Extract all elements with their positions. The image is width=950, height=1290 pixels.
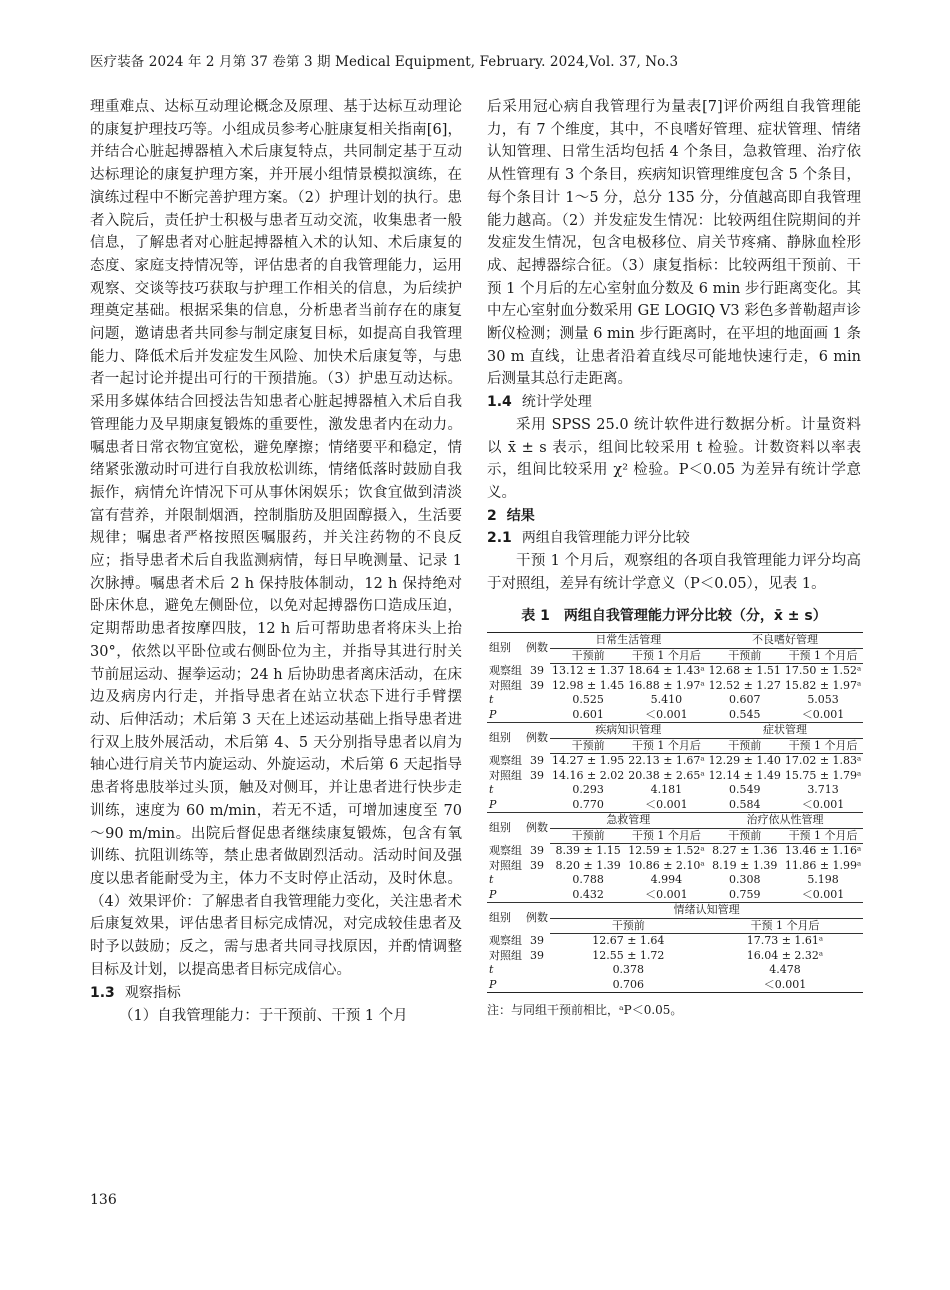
subheader-before: 干预前 — [550, 828, 626, 844]
table-cell: 14.27 ± 1.95 — [552, 754, 625, 768]
dimension-header: 情绪认知管理 — [550, 903, 863, 919]
table-cell: 0.759 — [728, 887, 761, 901]
section-number: 1.4 — [487, 394, 512, 411]
section-title: 两组自我管理能力评分比较 — [521, 530, 690, 547]
dimension-header: 症状管理 — [707, 723, 864, 739]
table-cell: 12.29 ± 1.40 — [708, 754, 781, 768]
table-cell: 13.46 ± 1.16ᵃ — [784, 844, 862, 858]
results-paragraph: 干预 1 个月后，观察组的各项自我管理能力评分均高于对照组，差异有统计学意义（P＜0.05），见表 1。 — [487, 553, 861, 592]
table-row — [487, 978, 863, 993]
col-group-header: 组别 — [487, 723, 524, 754]
table-cell: 5.198 — [807, 873, 839, 887]
table-cell: t — [489, 783, 494, 797]
table-cell: 12.52 ± 1.27 — [708, 678, 781, 692]
table-cell: 16.88 ± 1.97ᵃ — [628, 678, 705, 692]
table-cell — [524, 888, 550, 903]
table-cell: 12.68 ± 1.51 — [708, 664, 781, 678]
table-cell: 观察组 — [489, 663, 522, 677]
subheader-after: 干预 1 个月后 — [783, 738, 863, 754]
dimension-header: 急救管理 — [550, 813, 707, 829]
table-row — [487, 708, 863, 723]
right-column — [487, 96, 861, 1022]
table-cell: 8.20 ± 1.39 — [555, 858, 621, 872]
table-cell: 18.64 ± 1.43ᵃ — [628, 664, 705, 678]
table-cell: 0.549 — [728, 783, 761, 797]
table-cell: 12.67 ± 1.64 — [592, 934, 665, 948]
left-column — [90, 96, 462, 1028]
table-cell: 5.053 — [807, 693, 839, 707]
section-number: 1.3 — [90, 985, 115, 1002]
table-cell: 39 — [530, 948, 544, 962]
subheader-before: 干预前 — [550, 738, 626, 754]
table-cell: 0.378 — [612, 963, 645, 977]
table-caption: 表 1 两组自我管理能力评分比较（分，x̄ ± s） — [521, 608, 827, 625]
table-row — [487, 934, 863, 949]
col-n-header: 例数 — [524, 903, 550, 934]
table-cell: 15.75 ± 1.79ᵃ — [784, 768, 862, 782]
col-group-header: 组别 — [487, 903, 524, 934]
table-header-row — [487, 903, 863, 919]
table-cell — [524, 783, 550, 798]
table-cell: 17.50 ± 1.52ᵃ — [784, 664, 862, 678]
table-cell: ＜0.001 — [645, 887, 688, 901]
section-number: 2.1 — [487, 530, 512, 547]
table-cell: 对照组 — [489, 948, 522, 962]
table-header-row — [487, 813, 863, 829]
table-cell — [524, 963, 550, 978]
section-2-heading — [487, 505, 861, 528]
table-cell: 对照组 — [489, 858, 522, 872]
table-cell: ＜0.001 — [801, 887, 845, 901]
section-2-1-heading — [487, 527, 861, 550]
table-cell: P — [489, 887, 497, 901]
subheader-before: 干预前 — [707, 648, 783, 664]
table-row — [487, 769, 863, 784]
table-cell: 5.410 — [650, 693, 683, 707]
table-cell: 22.13 ± 1.67ᵃ — [628, 754, 705, 768]
table-cell: 0.525 — [572, 693, 604, 707]
table-row — [487, 873, 863, 888]
col-n-header: 例数 — [524, 633, 550, 664]
table-cell: 0.788 — [572, 873, 604, 887]
table-row — [487, 844, 863, 859]
table-cell: 12.98 ± 1.45 — [552, 678, 625, 692]
section-number: 2 — [487, 507, 497, 524]
table-cell: 0.706 — [550, 978, 707, 993]
table-cell: 观察组 — [489, 753, 522, 767]
table-cell: t — [489, 693, 494, 707]
col-n-header: 例数 — [524, 813, 550, 844]
table-row — [487, 679, 863, 694]
table-cell: P — [489, 707, 497, 721]
section-title: 结果 — [506, 507, 535, 524]
table-row — [487, 693, 863, 708]
table-row — [487, 664, 863, 679]
table-cell: P — [487, 978, 524, 993]
subheader-after: 干预 1 个月后 — [783, 648, 863, 664]
table-cell: 20.38 ± 2.65ᵃ — [628, 768, 705, 782]
table-row — [487, 888, 863, 903]
section-title: 统计学处理 — [521, 394, 592, 411]
observation-paragraph-continued: 后采用冠心病自我管理行为量表[7]评价两组自我管理能力，有 7 个维度，其中，不良嗜好管理、症状管理、情绪认知管理、日常生活均包括 4 个条目，急救管理、治疗依从性管理有 3 个条目，疾病知识管理维度包含 5 个条目，每个条目计 1～5 分，总分 135 分，分值越高即自我管理能力越高。（2）并发症发生情况：比较两组住院期间的并发症发生情况，包含电极移位、肩关节疼痛、静脉血栓形成、起搏器综合征。（3）康复指标：比较两组干预前、干预 1 个月后的左心室射血分数及 6 min 步行距离变化。其中左心室射血分数采用 GE LOGIQ V3 彩色多普勒超声诊断仪检测；测量 6 min 步行距离时，在平坦的地面画 1 条 30 m 直线，让患者沿着直线尽可能地快速行走，6 min 后测量其总行走距离。 — [487, 99, 861, 388]
table-cell: 39 — [530, 663, 544, 677]
table-cell: 39 — [530, 678, 544, 692]
table-cell: 39 — [530, 768, 544, 782]
results-table — [487, 632, 863, 993]
table-cell: 8.19 ± 1.39 — [712, 858, 778, 872]
subheader-before: 干预前 — [707, 828, 783, 844]
table-header-row — [487, 723, 863, 739]
table-cell: 0.432 — [572, 887, 604, 901]
page-number: 136 — [90, 1192, 117, 1208]
left-body-paragraph: 理重难点、达标互动理论概念及原理、基于达标互动理论的康复护理技巧等。小组成员参考心脏康复相关指南[6]，并结合心脏起搏器植入术后康复特点，共同制定基于互动达标理论的康复护理方案，并开展小组情景模拟演练，在演练过程中不断完善护理方案。（2）护理计划的执行。患者入院后，责任护士积极与患者互动交流，收集患者一般信息，了解患者对心脏起搏器植入术的认知、术后康复的态度、家庭支持情况等，评估患者的自我管理能力，运用观察、交谈等技巧获取与护理工作相关的信息，为后续护理奠定基础。根据采集的信息，分析患者当前存在的康复问题，邀请患者共同参与制定康复目标，如提高自我管理能力、降低术后并发症发生风险、加快术后康复等，与患者一起讨论并提出可行的干预措施。（3）护患互动达标。采用多媒体结合回授法告知患者心脏起搏器植入术后自我管理能力及早期康复锻炼的重要性，激发患者内在动力。嘱患者日常衣物宜宽松，避免摩擦；情绪要平和稳定，情绪紧张激动时可进行自我放松训练，情绪低落时鼓励自我振作，病情允许情况下可从事休闲娱乐；饮食宜做到清淡富有营养，并限制烟酒，控制脂肪及胆固醇摄入，生活要规律；嘱患者严格按照医嘱服药，并关注药物的不良反应；指导患者术后自我监测病情，每日早晚测量、记录 1 次脉搏。嘱患者术后 2 h 保持肢体制动，12 h 保持绝对卧床休息，避免左侧卧位，以免对起搏器伤口造成压迫，定期帮助患者按摩四肢，12 h 后可帮助患者将床头上抬 30°，依然以平卧位或右侧卧位为主，并指导其进行肘关节前屈运动、握拳运动；24 h 后协助患者离床活动，在床边及病房内行走，并指导患者在站立状态下进行手臂摆动、后伸活动；术后第 3 天在上述运动基础上指导患者进行双上肢外展活动，术后第 4、5 天分别指导患者以肩为轴心进行肩关节内旋运动、外旋运动，术后第 6 天起指导患者将患肢举过头顶，触及对侧耳，并让患者进行快步走训练，速度为 60 m/min，若无不适，可增加速度至 70～90 m/min。出院后督促患者继续康复锻炼，包含有氧训练、抗阻训练等，禁止患者做剧烈活动。活动时间及强度以患者能耐受为主，体力不支时停止活动，及时休息。（4）效果评价：了解患者自我管理能力变化，关注患者术后康复效果，评估患者目标完成情况，对完成较佳患者及时予以鼓励；反之，需与患者共同寻找原因，并酌情调整目标及计划，以提高患者目标完成信心。 — [90, 99, 462, 978]
table-cell: t — [489, 963, 494, 977]
table-cell: 0.607 — [728, 693, 761, 707]
table-cell: 17.02 ± 1.83ᵃ — [784, 754, 862, 768]
dimension-header: 疾病知识管理 — [550, 723, 707, 739]
table-cell: 4.994 — [650, 873, 683, 887]
col-group-header: 组别 — [487, 633, 524, 664]
table-cell: 对照组 — [489, 768, 522, 782]
col-group-header: 组别 — [487, 813, 524, 844]
table-header-row — [487, 633, 863, 649]
table-cell: 12.55 ± 1.72 — [592, 948, 665, 962]
table-cell — [524, 873, 550, 888]
dimension-header: 治疗依从性管理 — [707, 813, 864, 829]
table-cell: 0.308 — [728, 873, 761, 887]
table-cell: 11.86 ± 1.99ᵃ — [784, 858, 862, 872]
subheader-after: 干预 1 个月后 — [707, 918, 864, 934]
observation-paragraph-start: （1）自我管理能力：于干预前、干预 1 个月 — [119, 1008, 408, 1025]
section-title: 观察指标 — [124, 985, 181, 1002]
table-cell: 4.478 — [769, 963, 801, 977]
table-cell — [524, 798, 550, 813]
table-cell: 观察组 — [489, 843, 522, 857]
table-cell: 39 — [530, 933, 544, 947]
subheader-after: 干预 1 个月后 — [783, 828, 863, 844]
table-cell: 3.713 — [807, 783, 839, 797]
table-cell: 对照组 — [489, 678, 522, 692]
table-cell: 8.39 ± 1.15 — [555, 844, 621, 858]
table-cell — [524, 708, 550, 723]
table-row — [487, 754, 863, 769]
dimension-header: 日常生活管理 — [550, 633, 707, 649]
section-1-4-heading — [487, 391, 861, 414]
table-cell — [524, 978, 550, 993]
dimension-header: 不良嗜好管理 — [707, 633, 864, 649]
table-cell: ＜0.001 — [645, 707, 688, 721]
table-cell: 0.293 — [572, 783, 604, 797]
subheader-after: 干预 1 个月后 — [626, 828, 706, 844]
subheader-before: 干预前 — [550, 648, 626, 664]
table-cell: 8.27 ± 1.36 — [712, 844, 778, 858]
table-row — [487, 859, 863, 874]
table-cell: 17.73 ± 1.61ᵃ — [746, 934, 824, 948]
statistics-paragraph: 采用 SPSS 25.0 统计软件进行数据分析。计量资料以 x̄ ± s 表示，组间比较采用 t 检验。计数资料以率表示，组间比较采用 χ² 检验。P＜0.05 为差异有统计学意义。 — [487, 416, 861, 501]
table-row — [487, 949, 863, 964]
table-note: 注：与同组干预前相比，ᵃP＜0.05。 — [487, 1003, 683, 1018]
table-cell: 0.584 — [728, 797, 761, 811]
col-n-header: 例数 — [524, 723, 550, 754]
table-cell: 39 — [530, 843, 544, 857]
table-cell: ＜0.001 — [801, 707, 845, 721]
subheader-after: 干预 1 个月后 — [626, 648, 706, 664]
table-cell: ＜0.001 — [645, 797, 688, 811]
table-cell: 0.770 — [572, 797, 604, 811]
table-cell: 39 — [530, 858, 544, 872]
table-cell: 16.04 ± 2.32ᵃ — [746, 948, 824, 962]
subheader-after: 干预 1 个月后 — [626, 738, 706, 754]
table-cell: 4.181 — [650, 783, 683, 797]
subheader-before: 干预前 — [707, 738, 783, 754]
table-cell: 15.82 ± 1.97ᵃ — [784, 678, 862, 692]
journal-header: 医疗装备 2024 年 2 月第 37 卷第 3 期 Medical Equipment, February. 2024,Vol. 37, No.3 — [90, 54, 679, 70]
table-cell: 0.601 — [572, 707, 604, 721]
table-cell: 观察组 — [489, 933, 522, 947]
table-cell: 13.12 ± 1.37 — [552, 664, 625, 678]
table-cell: 10.86 ± 2.10ᵃ — [628, 858, 705, 872]
table-row — [487, 783, 863, 798]
table-cell — [524, 693, 550, 708]
table-row — [487, 798, 863, 813]
table-cell: 14.16 ± 2.02 — [552, 768, 625, 782]
table-cell: ＜0.001 — [801, 797, 845, 811]
table-cell: P — [489, 797, 497, 811]
table-cell: t — [489, 873, 494, 887]
table-cell: ＜0.001 — [707, 978, 864, 993]
table-row — [487, 963, 863, 978]
subheader-before: 干预前 — [550, 918, 707, 934]
table-cell: 12.59 ± 1.52ᵃ — [628, 844, 705, 858]
table-cell: 12.14 ± 1.49 — [708, 768, 781, 782]
section-1-3-heading — [90, 982, 462, 1005]
table-cell: 39 — [530, 753, 544, 767]
table-cell: 0.545 — [728, 707, 761, 721]
